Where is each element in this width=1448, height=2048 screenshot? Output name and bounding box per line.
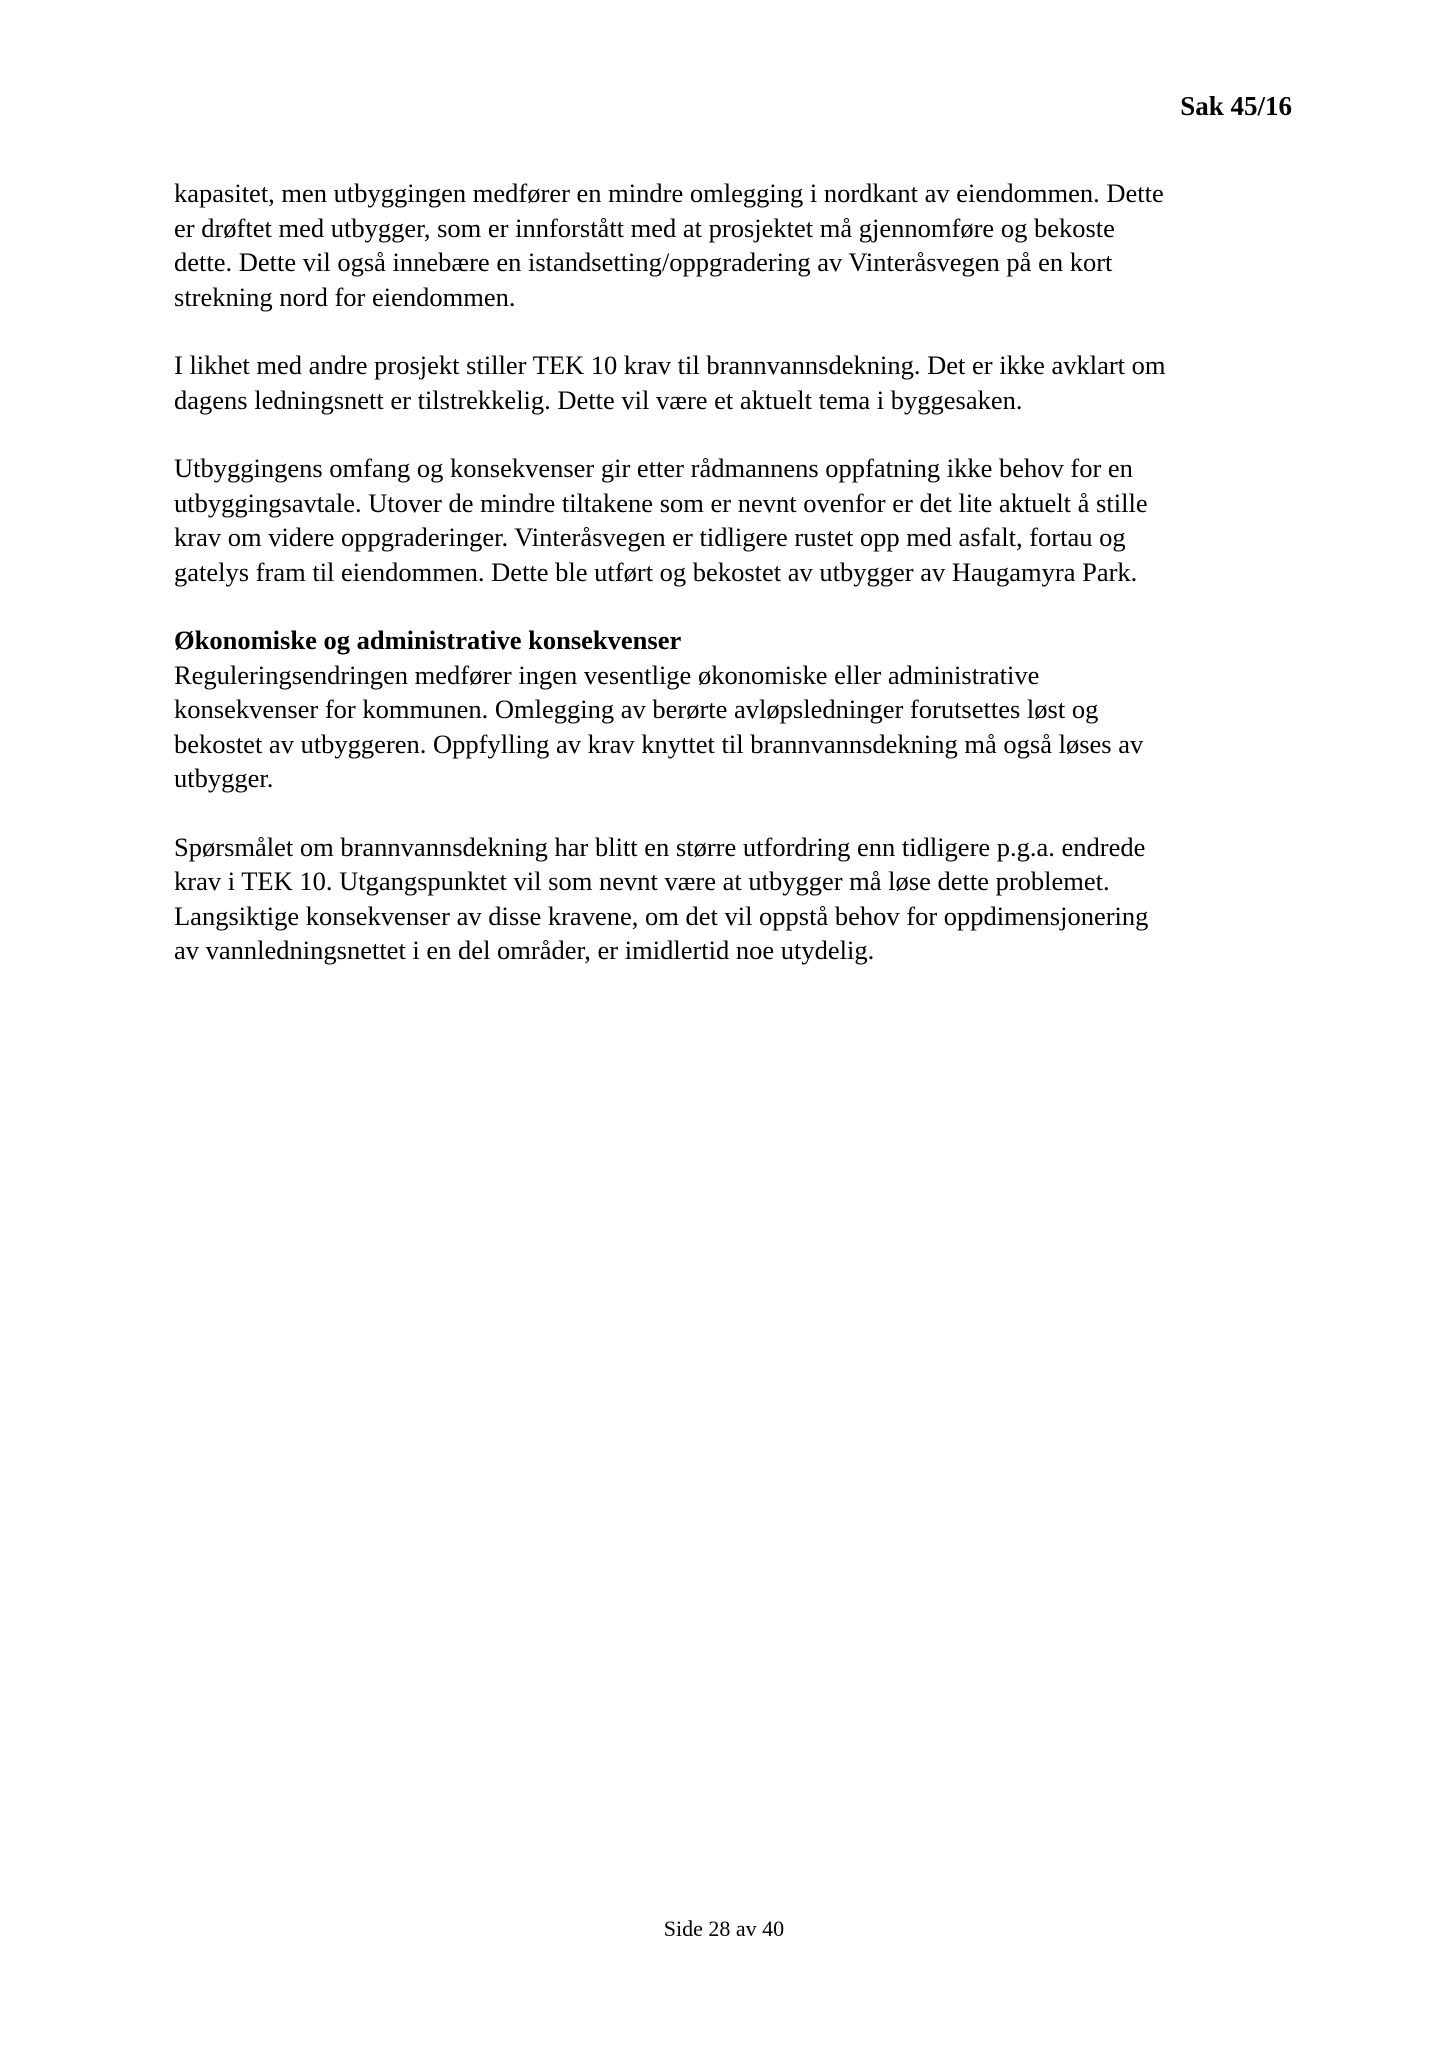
text-line: gatelys fram til eiendommen. Dette ble utført og bekostet av utbygger av Haugamyra Park.: [174, 556, 1138, 587]
text-line: krav i TEK 10. Utgangspunktet vil som nevnt være at utbygger må løse dette problemet.: [174, 866, 1110, 896]
text-line: dette. Dette vil også innebære en istandsetting/oppgradering av Vinteråsvegen på en kort: [174, 247, 1113, 277]
text-line: utbyggingsavtale. Utover de mindre tiltakene som er nevnt ovenfor er det lite aktuelt å stille: [174, 487, 1148, 518]
text-line: dagens ledningsnett er tilstrekkelig. Dette vil være et aktuelt tema i byggesaken.: [174, 384, 1023, 415]
text-line: konsekvenser for kommunen. Omlegging av berørte avløpsledninger forutsettes løst og: [174, 694, 1099, 724]
paragraph-consequences: [174, 658, 1294, 796]
text-line: krav om videre oppgraderinger. Vinteråsvegen er tidligere rustet opp med asfalt, fortau og: [174, 522, 1126, 552]
text-line: er drøftet med utbygger, som er innforstått med at prosjektet må gjennomføre og bekoste: [174, 212, 1115, 243]
text-line: Langsiktige konsekvenser av disse kravene, om det vil oppstå behov for oppdimensjonering: [174, 900, 1149, 931]
document-body: [174, 176, 1294, 1002]
text-line: I likhet med andre prosjekt stiller TEK 10 krav til brannvannsdekning. Det er ikke avklart om: [174, 350, 1166, 380]
paragraph-capacity: [174, 176, 1294, 314]
paragraph-fire-water: [174, 348, 1294, 417]
paragraph-development-agreement: [174, 451, 1294, 589]
text-line: av vannledningsnettet i en del områder, er imidlertid noe utydelig.: [174, 935, 875, 965]
section-heading: Økonomiske og administrative konsekvenser: [174, 625, 682, 655]
text-line: strekning nord for eiendommen.: [174, 281, 516, 312]
text-line: Spørsmålet om brannvannsdekning har blitt en større utfordring enn tidligere p.g.a. endrede: [174, 831, 1146, 862]
text-line: bekostet av utbyggeren. Oppfylling av krav knyttet til brannvannsdekning må også løses av: [174, 728, 1144, 759]
page-number: Side 28 av 40: [663, 1916, 785, 1941]
case-number: Sak 45/16: [1180, 91, 1292, 121]
text-line: Utbyggingens omfang og konsekvenser gir etter rådmannens oppfatning ikke behov for en: [174, 453, 1133, 483]
text-line: kapasitet, men utbyggingen medfører en mindre omlegging i nordkant av eiendommen. Dette: [174, 178, 1164, 208]
paragraph-fire-water-challenge: [174, 830, 1294, 968]
text-line: Reguleringsendringen medfører ingen vesentlige økonomiske eller administrative: [174, 659, 1040, 690]
text-line: utbygger.: [174, 763, 274, 793]
